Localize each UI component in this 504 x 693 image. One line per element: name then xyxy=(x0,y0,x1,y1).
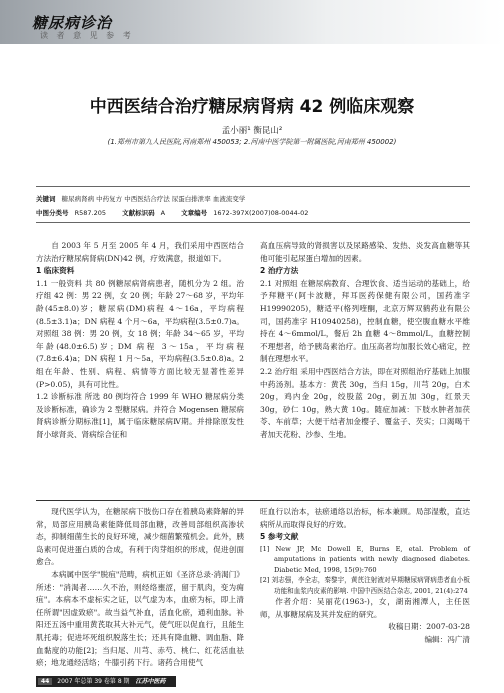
general-data-paragraph: 1.1 一般资料 共 80 例糖尿病肾病患者，随机分为 2 组。治疗组 42 例：男 22 例，女 20 例；年龄 27～68 岁，平均年龄(45±8.0)岁；糖尿病(DM)病程 4～16a，平均病程(8.5±3.1)a；DN 病程 4 个月～6a，平均病程(3.5±0.7)a。对照组 38 例：男 20 例，女 18 例；年龄 34～65 岁，平均年龄(48.0±6.5)岁；DM 病程 3～15a，平均病程 (7.8±6.4)a；DN 病程 1 月～5a，平均病程(3.5±0.8)a。2 组在年龄、性别、病程、病情等方面比较无显著性差异(P>0.05)，具有可比性。 xyxy=(36,278,244,389)
section-divider xyxy=(36,500,470,501)
journal-name: 江苏中医药 xyxy=(135,678,166,685)
article-affiliation: (1.郑州市第九人民医院,河南郑州 450053; 2.河南中医学院第一附属医院,河南郑州 450002) xyxy=(107,138,397,146)
column-banner xyxy=(0,0,504,44)
references-heading: 5 参考文献 xyxy=(260,532,299,542)
column-subtitle: 读 者 意 见 参 考 xyxy=(40,31,134,40)
column-title: 糖尿病诊治 xyxy=(32,14,113,32)
article-title: 中西医结合治疗糖尿病肾病 42 例临床观察 xyxy=(89,97,415,117)
keywords-label: 关键词 xyxy=(36,195,56,203)
received-date: 收稿日期：2007-03-28 xyxy=(388,622,470,632)
exclusion-paragraph: 高血压病导致的肾损害以及尿路感染、发热、炎发高血糖等其他可能引起尿蛋白增加的因素。 xyxy=(260,241,470,263)
reference-item: [2] 刘志强，李全志，秦黎宇，黄芪注射液对早期糖尿病肾病患者血小板功能和血浆内皮素的影响. 中国中西医结合杂志, 2001, 21(4):274 xyxy=(260,576,470,595)
doc-code-value: A xyxy=(160,209,166,217)
page-number: 44 xyxy=(38,678,52,685)
author-note: 作者介绍：吴丽花(1963-)，女，湖南湘潭人，主任医师，从事糖尿病及其并发症的研究。 xyxy=(260,597,470,619)
previous-article-left xyxy=(36,506,244,670)
section-heading: 2 治疗方法 xyxy=(260,266,299,276)
intro-paragraph: 自 2003 年 5 月至 2005 年 4 月，我们采用中西医结合方法治疗糖尿病肾病(DN)42 例，疗效满意，报道如下。 xyxy=(36,241,244,263)
meta-bottom-rule xyxy=(36,222,470,223)
page-footer xyxy=(36,676,176,687)
left-column xyxy=(36,240,244,442)
diagnosis-paragraph: 1.2 诊断标准 所选 80 例均符合 1999 年 WHO 糖尿病分类及诊断标准，确诊为 2 型糖尿病。并符合 Mogensen 糖尿病肾病诊断分期标准[1]，属于临床糖尿病Ⅳ期。并排除原发性肾小球肾炎、肾病综合征和 xyxy=(36,392,244,439)
right-column xyxy=(260,240,470,442)
article-no-value: 1672-397X(2007)08-0044-02 xyxy=(213,209,309,217)
keywords-value: 糖尿病肾病 中药复方 中西医结合疗法 尿蛋白排泄率 血液流变学 xyxy=(61,195,246,203)
clc-label: 中图分类号 xyxy=(36,209,69,217)
treatment-group-paragraph: 2.2 治疗组 采用中西医结合方法，即在对照组治疗基础上加服中药汤剂。基本方：黄芪 30g，当归 15g，川芎 20g，白术 20g，鸡内金 20g，绞股蓝 20g，刺五加 30g，红景天 30g，砂仁 10g，熟大黄 10g。随症加减：下肢水肿者加茯苓、车前草；大便干结者加金樱子、覆盆子、芡实；口渴喝干者加天花粉、沙参、生地。 xyxy=(260,366,470,439)
classification-line xyxy=(36,208,308,217)
keywords-line xyxy=(36,194,245,203)
previous-article-right xyxy=(260,506,470,647)
issue-info: 2007 年总第 39 卷第 8 期 xyxy=(57,678,130,685)
meta-top-rule xyxy=(36,186,470,187)
conclusion-paragraph: 旺血行以治本，祛瘀通络以治标，标本兼顾。局部湿敷，直达病所从而取得良好的疗效。 xyxy=(260,507,470,529)
article-no-label: 文章编号 xyxy=(181,209,208,217)
tcm-paragraph: 本病属中医学"脱疽"范畴，病机正如《圣济总录·消渴门》所述："消渴者……久不治，则经络壅涩，留于肌肉，变为痈疽"。本病本不虚标实之证，以气虚为本，血瘀为标，即上清任所谓"因虚致瘀"。故当益气补血，活血化瘀，通利血脉。补阳还五汤中重用黄芪取其大补元气，使气旺以促血行，且能生肌托毒；促进坏死组织脱落生长；还具有降血糖、调血脂、降血黏度的功能[2]；当归尾、川芎、赤芍、桃仁、红花活血祛瘀；地龙通经活络；牛膝引药下行。诸药合用使气 xyxy=(36,569,244,668)
article-authors: 孟小丽¹ 衡昆山² xyxy=(221,126,283,136)
control-group-paragraph: 2.1 对照组 在糖尿病教育、合理饮食、适当运动的基础上，给予拜糖平(阿卡波糖，拜耳医药保健有限公司，国药准字 H19990205)，糖适平(格列喹酮，北京万辉双鹤药业有限公司，国药准字 H10940258)，控制血糖，使空腹血糖水平维持在 4～6mmol/L，餐后 2h 血糖 4～8mmol/L，血糖控制不理想者，给予胰岛素治疗。血压高者均加服长效心痛定，控制在理想水平。 xyxy=(260,278,470,364)
reference-item: [1] New JP, Mc Dowell E, Burns E, etal. Problem of amputations in patients with newly diagnosed diabetes. Diabetic Med, 1998, 15(9):760 xyxy=(260,544,470,574)
discussion-paragraph: 现代医学认为，在糖尿病下肢伤口存在着胰岛素降解的异常，局部应用胰岛素能降低局部血糖，改善局部组织高渗状态，抑制细菌生长的良好环境，减少细菌繁殖机会。此外，胰岛素可促进蛋白质的合成，有利于肉芽组织的形成，促进创面愈合。 xyxy=(36,507,244,567)
clc-value: R587.205 xyxy=(74,209,106,217)
doc-code-label: 文献标识码 xyxy=(122,209,155,217)
editor-name: 编辑：冯广清 xyxy=(424,635,470,645)
section-heading: 1 临床资料 xyxy=(36,266,75,276)
